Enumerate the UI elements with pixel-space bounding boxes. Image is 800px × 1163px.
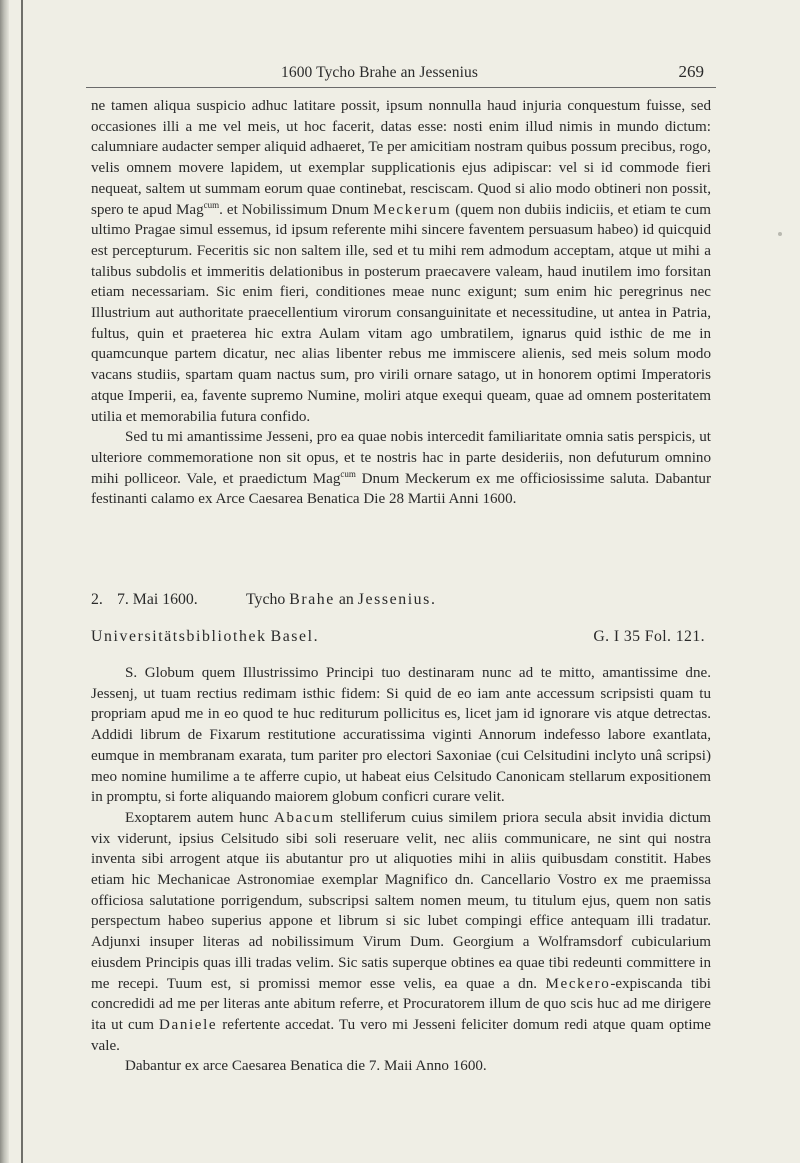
shelf-signature: G. I 35 Fol. 121. <box>593 628 705 645</box>
letter1-paragraph-1 <box>91 96 711 427</box>
text-run: Sed tu mi amantissime Jesseni, pro ea quae nobis intercedit familiaritate omnia satis perspicis, ut ulteriore commemoratione non sit opus, et te nostris hac in parte desideriis, non defuturum omnino mihi polliceor. Vale, et praedictum Mag <box>91 429 711 487</box>
author-name: Brahe <box>289 591 335 608</box>
text-run: (quem non dubiis indiciis, et etiam te cum ultimo Pragae simul essemus, id ipsum referente mihi sincere faventem persuasum habeo) id quicquid est percepturum. Feceritis sic non saltem ille, sed et tu mihi rem admodum acceptam, atque ut mihi a talibus subdolis et immeritis delationibus in posterum praecavere valeam, haud inutilem imo forsitan etiam necessariam. Sic enim fieri, conditiones meae nunc exigunt; sum enim hic peregrinus nec Illustrium aut authoritate praecellentium virorum consanguinitate et necessitudine, ut antea in Patria, fultus, quin et praeterea hic extra Aulam vitam ago umbratilem, ignarus quid isthic de me in quamcunque partem dicatur, nec alias libenter rebus me immiscere alienis, sed meis solum modo vacans studiis, spartam quam nactus sum, pro virili ornare satago, ut in honorem optimi Imperatoris atque Imperii, ea, favente supremo Numine, moliri atque exequi queam, quae ad omnem posteritatem utilia et memorabilia futura confido. <box>91 201 711 425</box>
running-title: 1600 Tycho Brahe an Jessenius <box>281 64 478 81</box>
author-prefix: Tycho <box>246 591 290 608</box>
text-run: refertente accedat. Tu vero mi Jesseni feliciter domum redi atque quam optime vale. <box>91 1016 711 1054</box>
text-run: Dnum Meckerum ex me officiosissime saluta. Dabantur festinanti calamo ex Arce Caesarea Benatica Die 28 Martii Anni 1600. <box>91 470 711 508</box>
letter-date: 7. Mai 1600. <box>117 591 198 608</box>
letter2-text <box>91 663 711 1077</box>
paper-speck <box>778 232 782 236</box>
letter2-paragraph-1: S. Globum quem Illustrissimo Principi tuo destinaram nunc ad te mitto, amantissime dne. Jessenj, ut tuam rectius redimam isthic fidem: Si quid de eo iam ante accessum scripsisti quam tu propriam apud me in eo quod te huc rediturum pollicitus es, licet jam id ignorare vis atque detrectas. Addidi librum de Fixarum restitutione accuratissima viginti Annorum indefesso labore exantlata, eumque in membranam exarata, tum pariter pro electori Saxoniae (cui Celsitudini inclyto unâ scripsi) meo nomine humilime a te afferre cupio, ut habeat eius Celsitudo Canonicam stellarum expositionem in promptu, si forte aliquando maiorem globum conficri curare velit. <box>91 665 711 806</box>
text-run: . et Nobilissimum Dnum <box>219 201 374 218</box>
spaced-word: Abacum <box>274 809 335 826</box>
library-city: Basel <box>270 628 314 645</box>
recipient-name: Jessenius <box>357 591 431 608</box>
letter1-text <box>91 96 711 510</box>
letter2-paragraph-2 <box>91 808 711 1056</box>
superscript: cum <box>203 199 220 210</box>
spaced-name: Daniele <box>159 1016 218 1033</box>
heading-middle: an <box>334 591 358 608</box>
source-end: . <box>313 628 318 645</box>
letter2-source <box>91 628 711 646</box>
page-number: 269 <box>678 62 704 81</box>
heading-end: . <box>430 591 435 608</box>
spaced-name: Meckero <box>545 975 611 992</box>
letter2-heading <box>91 591 711 609</box>
text-run: ne tamen aliqua suspicio adhuc latitare possit, ipsum nonnulla haud injuria conquestum fuisse, sed occasiones illi a me vel meis, ut hoc facerit, datas esse: nosti enim illud nimis in mundo dictum: calumniare audacter semper aliquid adhaeret, Te per amicitiam nostram quibus possum precibus, rogo, velis omnem movere lapidem, ut exemplar supplicationis ejus adipiscar: vel si id commode fieri nequeat, saltem ut summam eorum quae continebat, resciscam. Quod si alio modo obtineri non possit, spero te apud Mag <box>91 98 711 218</box>
text-run: -expiscanda tibi concredidi ad me per literas ante abitum referre, et Procuratorem illum de quo scis huc ad me dirigere ita ut cum <box>91 975 712 1033</box>
page-header <box>86 61 716 88</box>
library-name: Universitätsbibliothek <box>91 628 267 645</box>
letter2-paragraph-3: Dabantur ex arce Caesarea Benatica die 7. Maii Anno 1600. <box>125 1058 487 1075</box>
page-binding-line <box>21 0 23 1163</box>
letter1-paragraph-2 <box>91 427 711 510</box>
superscript: cum <box>340 468 356 479</box>
text-run: stelliferum cuius similem priora secula absit invidia dictum vix viderunt, ipsius Celsitudo sibi soli reseruare velit, nec aliis communicare, ne sint qui nostra inventa sibi arrogent atque iis abutantur pro ut aliquoties mihi in aliis quibusdam constitit. Habes etiam hic Mechanicae Astronomiae exemplar Magnifico dn. Cancellario Vostro ex me praemissa officiosa salutatione porrigendum, subscripsi saltem nomen meum, tu titulum ejus, quem non satis perspectum habeo superius appone et librum si sic lubet compingi effice antequam illi tradatur. Adjunxi insuper literas ad nobilissimum Virum Dum. Georgium a Wolframsdorf cubicularium eiusdem Principis quas illi tradas velim. Sic satis superque obtines ea quae tibi redeunti committere in me recepi. Tuum est, si promissi memor esse velis, ea quae a dn. <box>91 809 711 992</box>
letter-number: 2. <box>91 591 103 608</box>
text-run: Exoptarem autem hunc <box>125 809 275 826</box>
page-binding-shadow <box>0 0 9 1163</box>
spaced-name: Meckerum <box>373 201 452 218</box>
